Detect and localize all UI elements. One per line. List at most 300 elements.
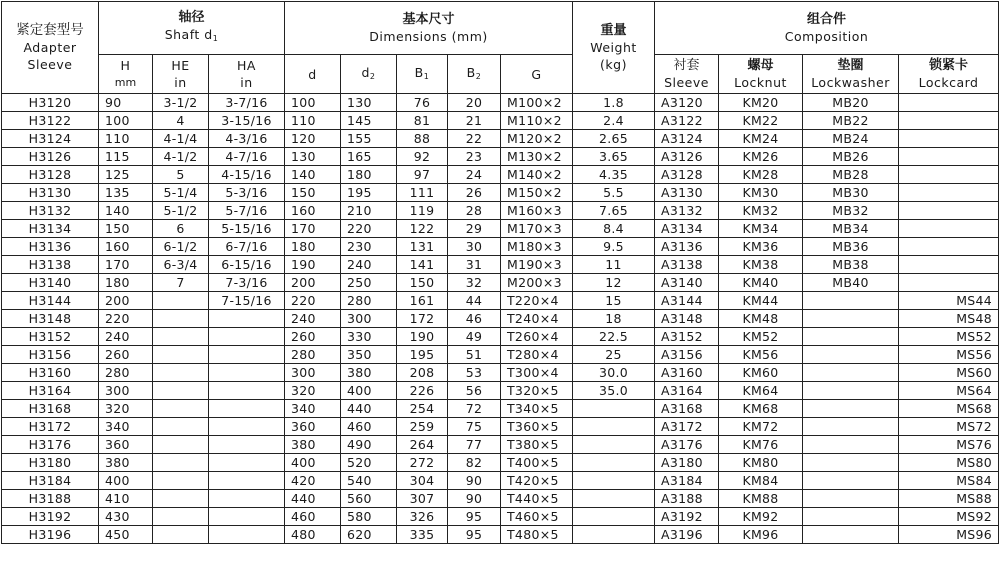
cell-locknut: KM52 [719,328,803,346]
cell-d: 160 [285,202,341,220]
cell-lockwasher [803,490,899,508]
table-row [2,166,999,184]
cell-g: T420×5 [501,472,573,490]
cell-lockcard [899,256,999,274]
cell-b2: 28 [448,202,501,220]
cell-weight: 7.65 [573,202,655,220]
cell-d2: 460 [341,418,397,436]
cell-h: 220 [99,310,153,328]
cell-model: H3134 [2,220,99,238]
cell-g: M190×3 [501,256,573,274]
cell-model: H3140 [2,274,99,292]
cell-ha: 3-7/16 [209,94,285,112]
cell-h: 450 [99,526,153,544]
table-row [2,112,999,130]
cell-b1: 122 [397,220,448,238]
cell-b2: 51 [448,346,501,364]
cell-h: 430 [99,508,153,526]
cell-lockwasher [803,346,899,364]
cell-lockwasher: MB24 [803,130,899,148]
cell-b1: 141 [397,256,448,274]
cell-sleeve: A3164 [655,382,719,400]
cell-b1: 88 [397,130,448,148]
cell-he: 5 [153,166,209,184]
cell-lockcard: MS48 [899,310,999,328]
cell-sleeve: A3148 [655,310,719,328]
cell-b1: 335 [397,526,448,544]
cell-ha: 5-15/16 [209,220,285,238]
cell-h: 115 [99,148,153,166]
header-model: 紧定套型号 Adapter Sleeve [2,2,99,94]
cell-g: T380×5 [501,436,573,454]
header-g: G [501,55,573,94]
cell-h: 360 [99,436,153,454]
cell-h: 380 [99,454,153,472]
cell-weight: 5.5 [573,184,655,202]
cell-lockwasher: MB36 [803,238,899,256]
cell-model: H3180 [2,454,99,472]
cell-g: T360×5 [501,418,573,436]
table-row [2,148,999,166]
cell-he: 6-3/4 [153,256,209,274]
cell-ha: 4-15/16 [209,166,285,184]
cell-d: 440 [285,490,341,508]
cell-d: 380 [285,436,341,454]
cell-ha [209,454,285,472]
cell-he [153,382,209,400]
table-row [2,490,999,508]
cell-sleeve: A3130 [655,184,719,202]
cell-d2: 440 [341,400,397,418]
cell-lockcard [899,148,999,166]
cell-h: 170 [99,256,153,274]
table-row [2,202,999,220]
cell-d: 140 [285,166,341,184]
cell-he [153,292,209,310]
cell-locknut: KM48 [719,310,803,328]
cell-d: 150 [285,184,341,202]
cell-weight [573,526,655,544]
cell-locknut: KM96 [719,526,803,544]
cell-model: H3168 [2,400,99,418]
cell-model: H3122 [2,112,99,130]
cell-b2: 95 [448,508,501,526]
cell-locknut: KM44 [719,292,803,310]
cell-sleeve: A3138 [655,256,719,274]
cell-b1: 326 [397,508,448,526]
cell-lockcard [899,112,999,130]
cell-d: 180 [285,238,341,256]
cell-model: H3176 [2,436,99,454]
cell-locknut: KM84 [719,472,803,490]
cell-d: 110 [285,112,341,130]
header-d: d [285,55,341,94]
cell-d2: 620 [341,526,397,544]
cell-b1: 272 [397,454,448,472]
cell-ha [209,508,285,526]
cell-g: M170×3 [501,220,573,238]
cell-he: 3-1/2 [153,94,209,112]
cell-b2: 77 [448,436,501,454]
cell-g: T320×5 [501,382,573,400]
cell-lockwasher: MB34 [803,220,899,238]
cell-model: H3172 [2,418,99,436]
cell-sleeve: A3126 [655,148,719,166]
cell-lockcard: MS68 [899,400,999,418]
cell-model: H3130 [2,184,99,202]
cell-d2: 250 [341,274,397,292]
table-row [2,130,999,148]
cell-model: H3144 [2,292,99,310]
cell-ha: 7-15/16 [209,292,285,310]
cell-sleeve: A3122 [655,112,719,130]
cell-h: 135 [99,184,153,202]
cell-b1: 97 [397,166,448,184]
cell-sleeve: A3188 [655,490,719,508]
cell-d: 400 [285,454,341,472]
cell-d2: 490 [341,436,397,454]
cell-model: H3148 [2,310,99,328]
cell-lockcard: MS44 [899,292,999,310]
cell-d2: 165 [341,148,397,166]
cell-h: 400 [99,472,153,490]
cell-lockwasher [803,418,899,436]
cell-d2: 380 [341,364,397,382]
cell-d2: 580 [341,508,397,526]
table-row [2,238,999,256]
cell-b2: 31 [448,256,501,274]
cell-sleeve: A3144 [655,292,719,310]
cell-lockcard [899,220,999,238]
cell-h: 320 [99,400,153,418]
cell-weight [573,418,655,436]
cell-lockcard: MS64 [899,382,999,400]
cell-locknut: KM20 [719,94,803,112]
cell-b1: 254 [397,400,448,418]
cell-he [153,526,209,544]
cell-d2: 210 [341,202,397,220]
cell-sleeve: A3180 [655,454,719,472]
cell-b1: 264 [397,436,448,454]
cell-b2: 26 [448,184,501,202]
cell-model: H3132 [2,202,99,220]
cell-sleeve: A3132 [655,202,719,220]
cell-b2: 95 [448,526,501,544]
cell-lockcard [899,184,999,202]
cell-lockwasher: MB20 [803,94,899,112]
cell-ha [209,436,285,454]
cell-ha: 7-3/16 [209,274,285,292]
cell-b1: 131 [397,238,448,256]
cell-weight: 15 [573,292,655,310]
header-b2: $B_2$ [448,55,501,94]
cell-b1: 226 [397,382,448,400]
cell-g: T300×4 [501,364,573,382]
cell-lockwasher: MB30 [803,184,899,202]
cell-g: M200×3 [501,274,573,292]
cell-lockcard: MS92 [899,508,999,526]
cell-b2: 21 [448,112,501,130]
table-body [2,94,999,544]
cell-h: 110 [99,130,153,148]
cell-weight [573,472,655,490]
cell-b1: 81 [397,112,448,130]
header-h: H mm [99,55,153,94]
cell-b2: 82 [448,454,501,472]
cell-d2: 195 [341,184,397,202]
cell-d2: 300 [341,310,397,328]
table-row [2,94,999,112]
cell-weight: 1.8 [573,94,655,112]
cell-lockcard: MS72 [899,418,999,436]
cell-lockwasher [803,328,899,346]
cell-d2: 155 [341,130,397,148]
table-row [2,418,999,436]
cell-ha: 5-7/16 [209,202,285,220]
cell-d2: 180 [341,166,397,184]
cell-he [153,418,209,436]
cell-lockwasher [803,364,899,382]
cell-locknut: KM24 [719,130,803,148]
cell-lockwasher [803,382,899,400]
cell-model: H3160 [2,364,99,382]
table-row [2,256,999,274]
cell-lockwasher [803,472,899,490]
cell-sleeve: A3134 [655,220,719,238]
cell-weight: 3.65 [573,148,655,166]
cell-weight [573,490,655,508]
cell-ha [209,346,285,364]
table-row [2,274,999,292]
cell-b2: 23 [448,148,501,166]
cell-locknut: KM38 [719,256,803,274]
header-lockwasher: 垫圈 Lockwasher [803,55,899,94]
header-weight: 重量 Weight (kg) [573,2,655,94]
cell-sleeve: A3124 [655,130,719,148]
cell-lockcard: MS84 [899,472,999,490]
table-row [2,220,999,238]
cell-locknut: KM76 [719,436,803,454]
cell-ha: 6-7/16 [209,238,285,256]
cell-d: 220 [285,292,341,310]
cell-g: T280×4 [501,346,573,364]
cell-model: H3152 [2,328,99,346]
cell-d2: 220 [341,220,397,238]
cell-lockwasher: MB26 [803,148,899,166]
cell-h: 180 [99,274,153,292]
cell-b1: 150 [397,274,448,292]
cell-b2: 90 [448,490,501,508]
cell-b1: 307 [397,490,448,508]
cell-d2: 240 [341,256,397,274]
cell-d2: 540 [341,472,397,490]
header-composition: 组合件 Composition [655,2,999,55]
cell-d: 120 [285,130,341,148]
cell-ha [209,310,285,328]
cell-sleeve: A3152 [655,328,719,346]
cell-b2: 30 [448,238,501,256]
cell-g: T260×4 [501,328,573,346]
cell-sleeve: A3160 [655,364,719,382]
cell-lockcard: MS60 [899,364,999,382]
cell-b1: 161 [397,292,448,310]
cell-ha [209,382,285,400]
cell-he [153,490,209,508]
cell-sleeve: A3156 [655,346,719,364]
cell-sleeve: A3128 [655,166,719,184]
cell-model: H3184 [2,472,99,490]
table-row [2,364,999,382]
cell-lockcard [899,166,999,184]
cell-lockwasher [803,436,899,454]
cell-model: H3192 [2,508,99,526]
cell-ha [209,472,285,490]
cell-h: 260 [99,346,153,364]
cell-g: T220×4 [501,292,573,310]
header-b1: $B_1$ [397,55,448,94]
cell-locknut: KM68 [719,400,803,418]
cell-model: H3188 [2,490,99,508]
cell-weight: 25 [573,346,655,364]
cell-he [153,364,209,382]
cell-h: 160 [99,238,153,256]
cell-sleeve: A3192 [655,508,719,526]
cell-d2: 130 [341,94,397,112]
header-ha: HA in [209,55,285,94]
cell-h: 200 [99,292,153,310]
cell-lockcard: MS56 [899,346,999,364]
cell-locknut: KM88 [719,490,803,508]
cell-d: 460 [285,508,341,526]
cell-locknut: KM60 [719,364,803,382]
cell-locknut: KM22 [719,112,803,130]
cell-b1: 111 [397,184,448,202]
cell-h: 340 [99,418,153,436]
cell-b1: 119 [397,202,448,220]
header-sleeve: 衬套 Sleeve [655,55,719,94]
table-row [2,400,999,418]
cell-d: 420 [285,472,341,490]
header-locknut: 螺母 Locknut [719,55,803,94]
cell-lockwasher [803,292,899,310]
cell-b2: 46 [448,310,501,328]
cell-d2: 330 [341,328,397,346]
cell-lockwasher [803,526,899,544]
cell-g: M130×2 [501,148,573,166]
cell-sleeve: A3196 [655,526,719,544]
cell-he: 4 [153,112,209,130]
cell-sleeve: A3176 [655,436,719,454]
cell-locknut: KM92 [719,508,803,526]
cell-sleeve: A3140 [655,274,719,292]
cell-locknut: KM80 [719,454,803,472]
cell-ha [209,418,285,436]
header-lockcard: 锁紧卡 Lockcard [899,55,999,94]
cell-g: T240×4 [501,310,573,328]
cell-g: T400×5 [501,454,573,472]
cell-weight: 9.5 [573,238,655,256]
cell-weight: 18 [573,310,655,328]
cell-h: 150 [99,220,153,238]
table-row [2,526,999,544]
cell-h: 300 [99,382,153,400]
cell-weight: 22.5 [573,328,655,346]
cell-b1: 172 [397,310,448,328]
cell-model: H3124 [2,130,99,148]
cell-ha: 3-15/16 [209,112,285,130]
cell-b1: 259 [397,418,448,436]
cell-d: 170 [285,220,341,238]
cell-g: M150×2 [501,184,573,202]
cell-b1: 208 [397,364,448,382]
table-row [2,184,999,202]
cell-h: 280 [99,364,153,382]
cell-ha: 4-7/16 [209,148,285,166]
cell-b2: 20 [448,94,501,112]
table-row [2,310,999,328]
cell-lockcard [899,94,999,112]
cell-b2: 72 [448,400,501,418]
cell-g: T440×5 [501,490,573,508]
cell-g: T480×5 [501,526,573,544]
cell-b2: 75 [448,418,501,436]
cell-d: 300 [285,364,341,382]
cell-locknut: KM40 [719,274,803,292]
cell-lockcard: MS52 [899,328,999,346]
cell-g: T460×5 [501,508,573,526]
cell-locknut: KM56 [719,346,803,364]
cell-locknut: KM28 [719,166,803,184]
cell-g: M140×2 [501,166,573,184]
cell-weight: 4.35 [573,166,655,184]
cell-d2: 560 [341,490,397,508]
cell-h: 100 [99,112,153,130]
cell-lockcard: MS80 [899,454,999,472]
cell-ha [209,364,285,382]
cell-lockcard [899,274,999,292]
cell-locknut: KM72 [719,418,803,436]
cell-ha [209,526,285,544]
cell-d2: 520 [341,454,397,472]
cell-locknut: KM36 [719,238,803,256]
table-row [2,328,999,346]
cell-ha [209,328,285,346]
cell-g: M120×2 [501,130,573,148]
cell-lockwasher [803,508,899,526]
adapter-sleeve-spec-table [1,1,999,544]
cell-b2: 24 [448,166,501,184]
cell-b2: 56 [448,382,501,400]
cell-ha: 4-3/16 [209,130,285,148]
cell-d: 480 [285,526,341,544]
cell-model: H3136 [2,238,99,256]
cell-lockwasher [803,400,899,418]
cell-model: H3196 [2,526,99,544]
cell-ha [209,490,285,508]
cell-he [153,328,209,346]
cell-d2: 350 [341,346,397,364]
cell-lockcard: MS76 [899,436,999,454]
cell-ha: 6-15/16 [209,256,285,274]
cell-g: M110×2 [501,112,573,130]
cell-g: M180×3 [501,238,573,256]
cell-b2: 44 [448,292,501,310]
cell-g: T340×5 [501,400,573,418]
cell-locknut: KM34 [719,220,803,238]
header-dimensions: 基本尺寸 Dimensions (mm) [285,2,573,55]
cell-lockcard [899,130,999,148]
cell-h: 410 [99,490,153,508]
